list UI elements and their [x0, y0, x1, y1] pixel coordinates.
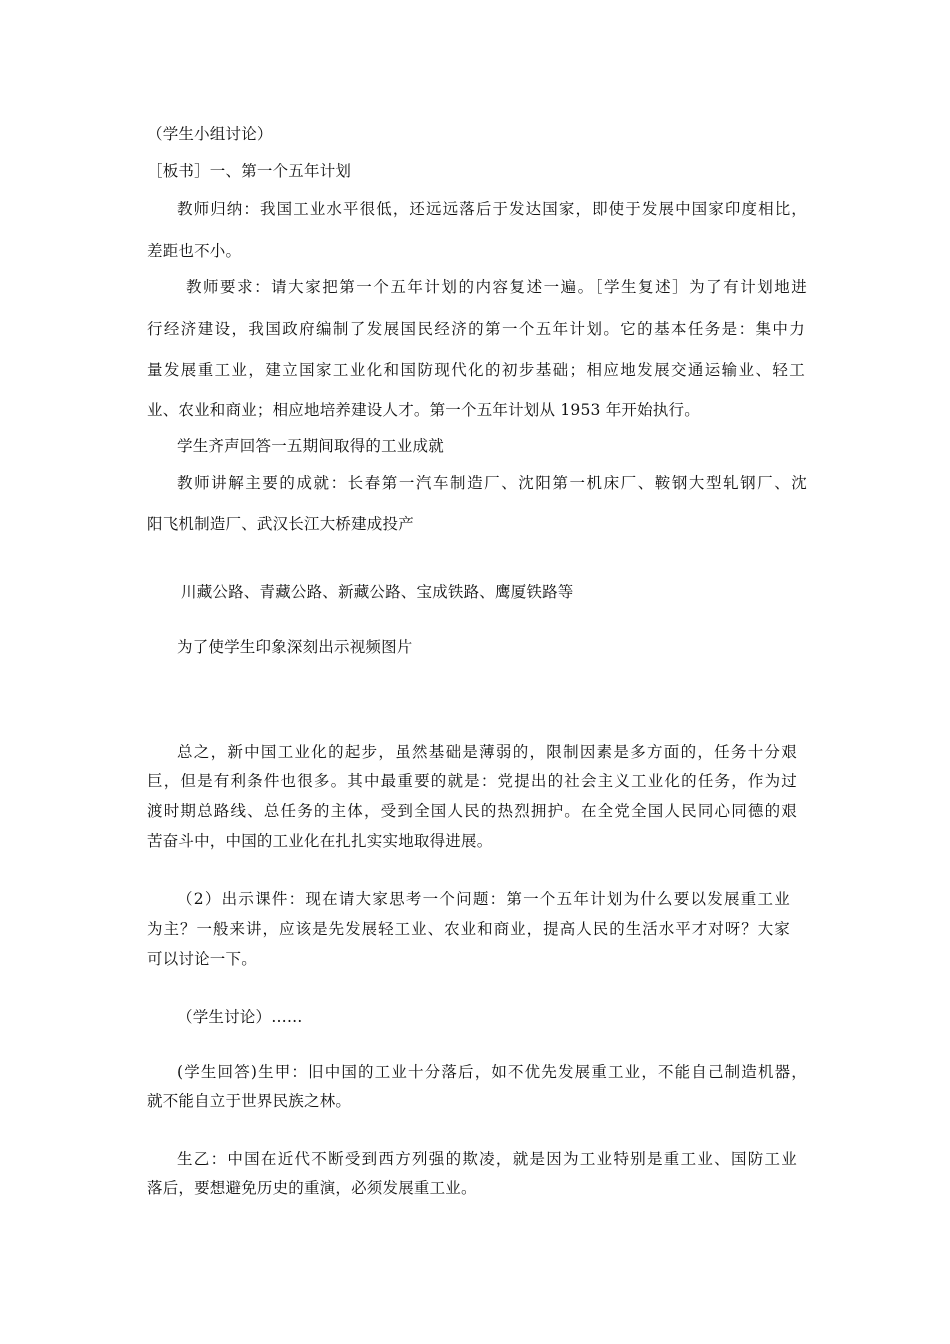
text-line: 就不能自立于世界民族之林。: [147, 1092, 352, 1110]
text-line: 总之，新中国工业化的起步，虽然基础是薄弱的，限制因素是多方面的，任务十分艰: [177, 743, 797, 761]
text-line: 教师归纳：我国工业水平很低，还远远落后于发达国家，即使于发展中国家印度相比，: [177, 200, 807, 218]
text-line: 渡时期总路线、总任务的主体，受到全国人民的热烈拥护。在全党全国人民同心同德的艰: [147, 802, 797, 820]
text-line: 业、农业和商业；相应地培养建设人才。第一个五年计划从 1953 年开始执行。: [147, 401, 700, 419]
text-line: 可以讨论一下。: [147, 950, 257, 968]
text-line: 为主？一般来讲，应该是先发展轻工业、农业和商业，提高人民的生活水平才对呀？大家: [147, 920, 790, 938]
text-line: （学生讨论）……: [177, 1008, 303, 1026]
text-line: 行经济建设，我国政府编制了发展国民经济的第一个五年计划。它的基本任务是：集中力: [147, 320, 805, 338]
text-line: （学生小组讨论）: [147, 125, 273, 143]
text-line: 阳飞机制造厂、武汉长江大桥建成投产: [147, 515, 414, 533]
text-line: 差距也不小。: [147, 242, 242, 260]
text-line: 巨，但是有利条件也很多。其中最重要的就是：党提出的社会主义工业化的任务，作为过: [147, 772, 797, 790]
text-line: 量发展重工业，建立国家工业化和国防现代化的初步基础；相应地发展交通运输业、轻工: [147, 361, 805, 379]
text-line: 学生齐声回答一五期间取得的工业成就: [177, 437, 444, 455]
text-line: (学生回答)生甲：旧中国的工业十分落后，如不优先发展重工业，不能自己制造机器，: [177, 1063, 807, 1081]
text-line: 川藏公路、青藏公路、新藏公路、宝成铁路、鹰厦铁路等: [181, 583, 574, 601]
text-line: 教师讲解主要的成就：长春第一汽车制造厂、沈阳第一机床厂、鞍钢大型轧钢厂、沈: [177, 474, 807, 492]
text-line: 为了使学生印象深刻出示视频图片: [177, 638, 413, 656]
text-line: （2）出示课件：现在请大家思考一个问题：第一个五年计划为什么要以发展重工业: [177, 890, 790, 908]
text-line: 落后，要想避免历史的重演，必须发展重工业。: [147, 1179, 477, 1197]
text-line: ［板书］一、第一个五年计划: [147, 162, 352, 180]
text-line: 教师要求：请大家把第一个五年计划的内容复述一遍。［学生复述］为了有计划地进: [186, 278, 807, 296]
text-line: 生乙：中国在近代不断受到西方列强的欺凌，就是因为工业特别是重工业、国防工业: [177, 1150, 797, 1168]
text-line: 苦奋斗中，中国的工业化在扎扎实实地取得进展。: [147, 832, 493, 850]
